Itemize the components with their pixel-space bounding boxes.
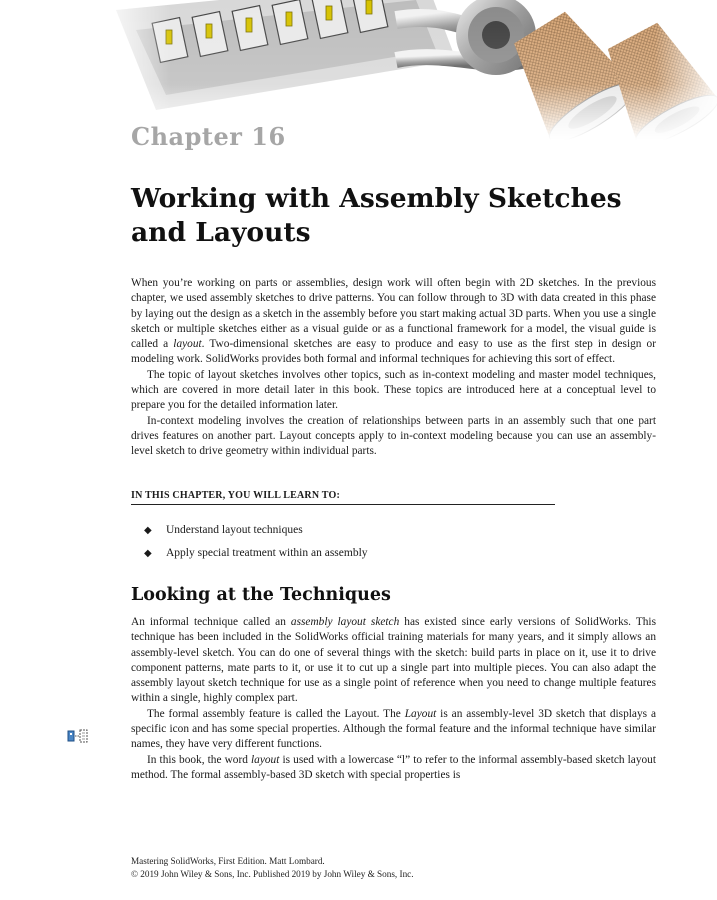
- techniques-paragraph-2: The formal assembly feature is called the Layout. The Layout is an assembly-level 3D sketch that displays a specific icon and has some special properties. Although the formal feature and the informal technique have similar names, they have very different functions.: [131, 707, 656, 751]
- learning-objectives-list: [131, 519, 555, 565]
- intro-paragraph-3: In-context modeling involves the creation of relationships between parts in an assembly such that one part drives features on another part. Layout concepts apply to in-context modeling because you can use an assembly-level sketch to drive geometry within individual parts.: [131, 414, 656, 458]
- intro-paragraph-1: When you’re working on parts or assemblies, design work will often begin with 2D sketches. In the previous chapter, we used assembly sketches to drive patterns. You can follow through to 3D with data created in this phase by laying out the design as a sketch in the assembly before you start making actual 3D parts. When you use a single sketch or multiple sketches either as a visual guide or as a functional framework for a model, the visual guide is called a layout. Two-dimensional sketches are easy to produce and easy to use as the first step in design or modeling work. SolidWorks provides both formal and informal techniques for achieving this sort of effect.: [131, 277, 656, 366]
- footer-copyright: © 2019 John Wiley & Sons, Inc. Published 2019 by John Wiley & Sons, Inc.: [131, 869, 414, 879]
- diamond-bullet-icon: ◆: [144, 548, 152, 559]
- list-item: ◆ Understand layout techniques: [131, 519, 555, 542]
- intro-paragraph-2: The topic of layout sketches involves other topics, such as in-context modeling and master model techniques, which are covered in more detail later in this book. These topics are introduced here at a conceptual level to prepare you for the detailed information later.: [131, 368, 656, 412]
- engine-illustration: [96, 0, 717, 140]
- page-footer: [131, 855, 414, 881]
- techniques-paragraph-3: In this book, the word layout is used with a lowercase “l” to refer to the informal assembly-based sketch layout method. The formal assembly-based 3D sketch with special properties is: [131, 753, 656, 781]
- chapter-title: Working with Assembly Sketches and Layouts: [131, 183, 622, 248]
- learning-objectives-heading: IN THIS CHAPTER, YOU WILL LEARN TO:: [131, 490, 555, 505]
- learning-objectives: [131, 490, 555, 565]
- techniques-paragraph-1: An informal technique called an assembly layout sketch has existed since early versions of SolidWorks. This technique has been included in the SolidWorks official training materials for many years, and it simply allows an assembly-level sketch. You can do one of several things with the sketch: build parts in place on it, use it to drive component patterns, mate parts to it, or use it to cut up a single part into multiple pieces. You can also adapt the assembly layout sketch technique for use as a single point of reference when you need to change multiple features within a single, highly complex part.: [131, 616, 656, 705]
- chapter-banner-engine-image: [96, 0, 717, 140]
- list-item: ◆ Apply special treatment within an assembly: [131, 542, 555, 565]
- techniques-section: [131, 615, 656, 783]
- section-heading: Looking at the Techniques: [131, 585, 391, 605]
- layout-feature-icon: [67, 729, 89, 748]
- footer-citation: Mastering SolidWorks, First Edition. Matt Lombard.: [131, 856, 325, 866]
- intro-section: [131, 276, 656, 460]
- diamond-bullet-icon: ◆: [144, 525, 152, 536]
- chapter-number: Chapter 16: [131, 122, 286, 151]
